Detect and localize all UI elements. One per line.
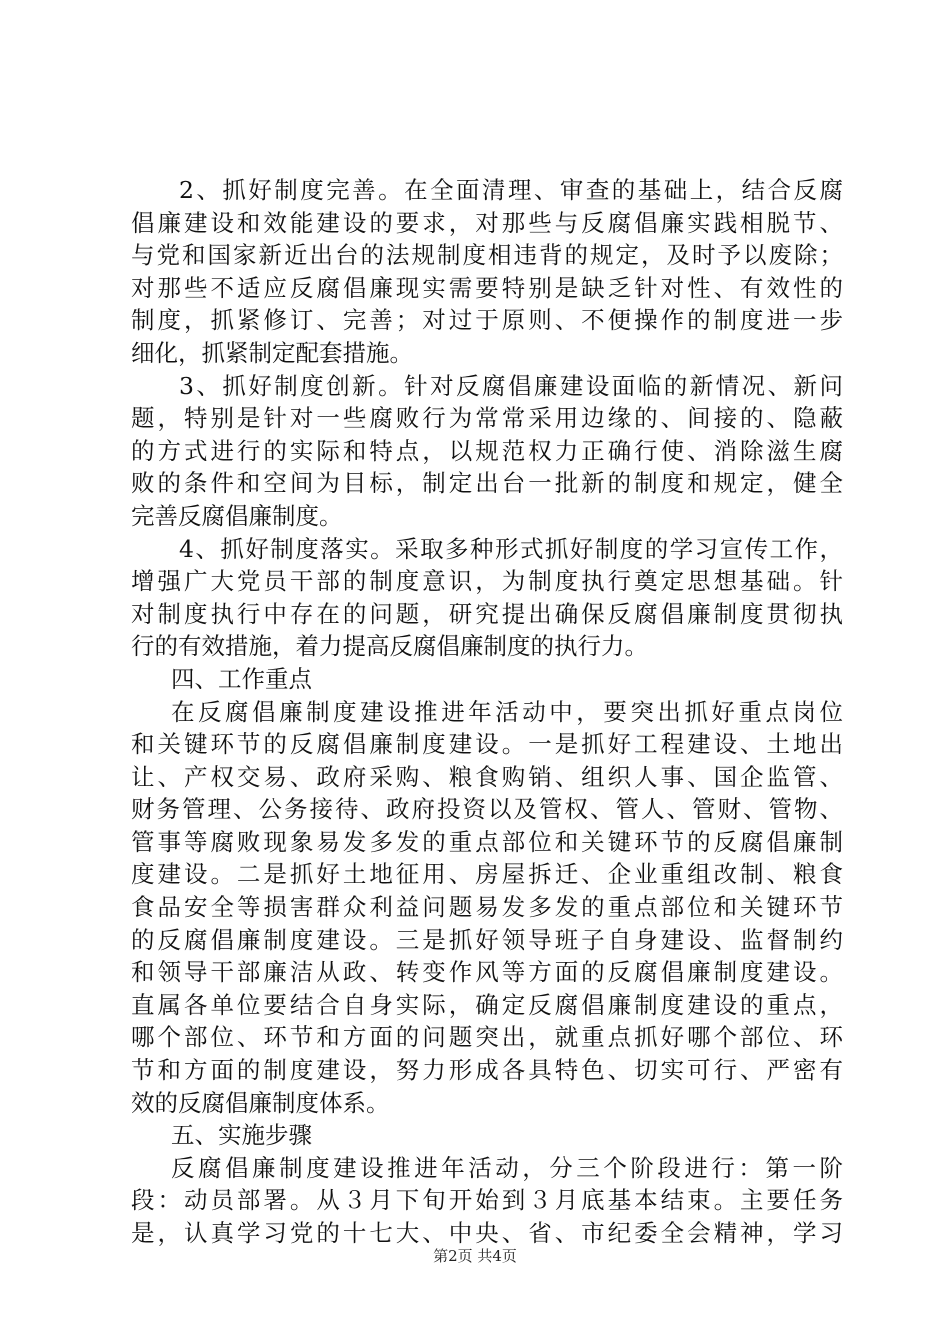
text-line: 让、产权交易、政府采购、粮食购销、组织人事、国企监管、 bbox=[131, 762, 843, 791]
text-line: 和领导干部廉洁从政、转变作风等方面的反腐倡廉制度建设。 bbox=[131, 958, 843, 987]
text-line: 细化，抓紧制定配套措施。 bbox=[131, 338, 413, 367]
paragraph-system-innovate bbox=[131, 370, 843, 533]
text-line: 对那些不适应反腐倡廉现实需要特别是缺乏针对性、有效性的 bbox=[131, 273, 843, 302]
text-line: 的反腐倡廉制度建设。三是抓好领导班子自身建设、监督制约 bbox=[131, 925, 843, 954]
text-line: 败的条件和空间为目标，制定出台一批新的制度和规定，健全 bbox=[131, 469, 843, 498]
text-line: 在反腐倡廉制度建设推进年活动中，要突出抓好重点岗位 bbox=[171, 697, 843, 726]
text-line: 制度，抓紧修订、完善；对过于原则、不便操作的制度进一步 bbox=[131, 306, 843, 335]
text-line: 反腐倡廉制度建设推进年活动，分三个阶段进行：第一阶 bbox=[171, 1153, 843, 1182]
paragraph-work-focus bbox=[131, 696, 843, 1120]
section-heading-work-focus: 四、工作重点 bbox=[171, 664, 312, 693]
text-line: 直属各单位要结合自身实际，确定反腐倡廉制度建设的重点， bbox=[131, 990, 843, 1019]
paragraph-system-improve bbox=[131, 174, 843, 370]
text-line: 完善反腐倡廉制度。 bbox=[131, 501, 343, 530]
text-line: 3、抓好制度创新。针对反腐倡廉建设面临的新情况、新问 bbox=[179, 371, 843, 400]
section-heading-steps: 五、实施步骤 bbox=[171, 1121, 312, 1150]
text-line: 2、抓好制度完善。在全面清理、审查的基础上，结合反腐 bbox=[179, 176, 843, 204]
text-line: 行的有效措施，着力提高反腐倡廉制度的执行力。 bbox=[131, 632, 648, 661]
text-line: 效的反腐倡廉制度体系。 bbox=[131, 1088, 390, 1117]
text-line: 度建设。二是抓好土地征用、房屋拆迁、企业重组改制、粮食 bbox=[131, 860, 843, 889]
text-line: 对制度执行中存在的问题，研究提出确保反腐倡廉制度贯彻执 bbox=[131, 599, 843, 628]
text-line: 4、抓好制度落实。采取多种形式抓好制度的学习宣传工作， bbox=[179, 534, 843, 563]
page-number-indicator: 第2页 共4页 bbox=[433, 1247, 517, 1265]
text-line: 增强广大党员干部的制度意识，为制度执行奠定思想基础。针 bbox=[131, 567, 843, 596]
text-line: 的方式进行的实际和特点，以规范权力正确行使、消除滋生腐 bbox=[131, 436, 843, 465]
text-line: 财务管理、公务接待、政府投资以及管权、管人、管财、管物、 bbox=[131, 795, 843, 824]
text-line: 哪个部位、环节和方面的问题突出，就重点抓好哪个部位、环 bbox=[131, 1023, 843, 1052]
text-line: 管事等腐败现象易发多发的重点部位和关键环节的反腐倡廉制 bbox=[131, 827, 843, 856]
text-line: 节和方面的制度建设，努力形成各具特色、切实可行、严密有 bbox=[131, 1056, 843, 1085]
text-line: 段：动员部署。从３月下旬开始到３月底基本结束。主要任务 bbox=[131, 1186, 843, 1215]
text-line: 倡廉建设和效能建设的要求，对那些与反腐倡廉实践相脱节、 bbox=[131, 208, 843, 237]
paragraph-steps bbox=[131, 1152, 843, 1250]
text-line: 和关键环节的反腐倡廉制度建设。一是抓好工程建设、土地出 bbox=[131, 730, 843, 759]
text-line: 题，特别是针对一些腐败行为常常采用边缘的、间接的、隐蔽 bbox=[131, 404, 843, 433]
text-line: 食品安全等损害群众利益问题易发多发的重点部位和关键环节 bbox=[131, 893, 843, 922]
text-line: 与党和国家新近出台的法规制度相违背的规定，及时予以废除； bbox=[131, 241, 843, 270]
document-body bbox=[131, 174, 843, 1250]
text-line: 是，认真学习党的十七大、中央、省、市纪委全会精神，学习 bbox=[131, 1219, 843, 1247]
paragraph-system-implement bbox=[131, 533, 843, 663]
